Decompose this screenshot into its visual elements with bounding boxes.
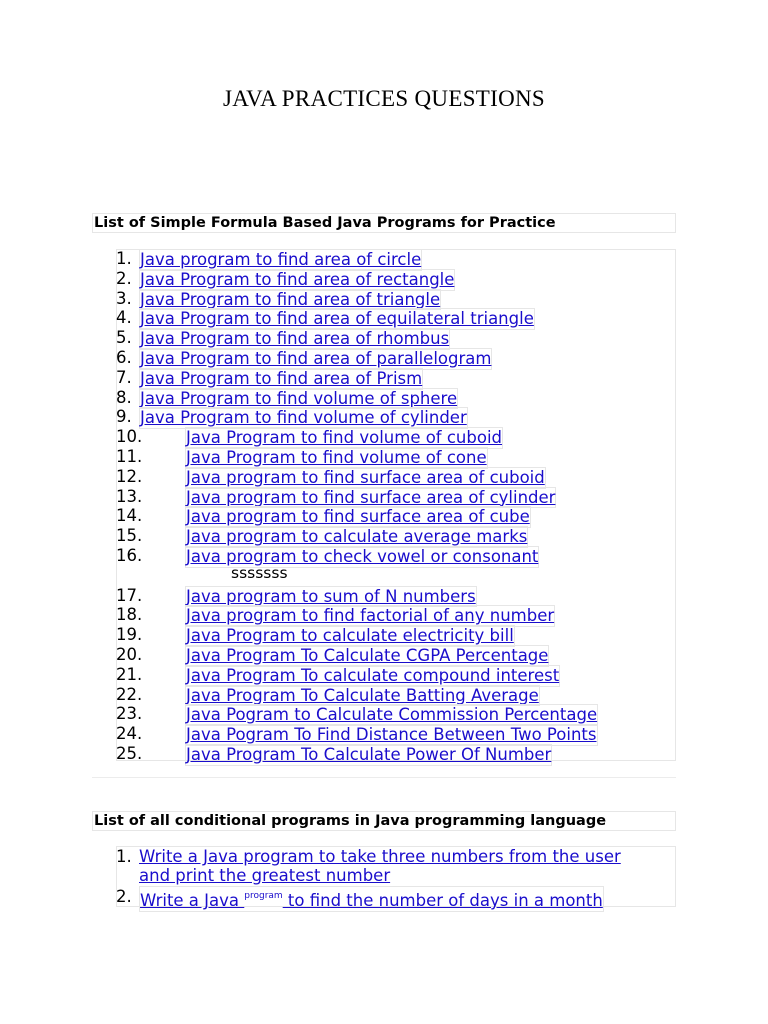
list-item-link[interactable]: Java Program To calculate compound interest xyxy=(186,665,560,685)
list-item-link[interactable]: Java Program to find volume of cone xyxy=(186,448,487,467)
list-item-link[interactable]: Write a Java program to take three numbers from the user xyxy=(139,847,621,866)
page-title: JAVA PRACTICES QUESTIONS xyxy=(222,86,546,111)
stray-text: sssssss xyxy=(231,564,288,582)
list-item-link[interactable]: Java Program To Calculate Batting Average xyxy=(186,685,539,705)
list-item-link[interactable]: Java Program to find volume of cylinder xyxy=(140,408,467,428)
list-item-number: 18. xyxy=(116,605,143,625)
section-separator xyxy=(92,777,676,778)
list-item-number: 3. xyxy=(116,288,132,308)
list-item-link[interactable]: Java program to check vowel or consonant xyxy=(186,547,539,566)
section-heading-formula-programs: List of Simple Formula Based Java Programs for Practice xyxy=(92,213,676,233)
list-item-number: 19. xyxy=(116,625,143,645)
list-item-link[interactable]: Java program to calculate average marks xyxy=(186,527,528,547)
list-item-link[interactable]: Java program to find surface area of cylinder xyxy=(186,487,556,507)
list-item-number: 16. xyxy=(116,546,143,565)
section-heading-conditional-programs: List of all conditional programs in Java programming language xyxy=(92,811,676,831)
list-item-number: 2. xyxy=(116,887,132,906)
list-item-number: 21. xyxy=(116,664,143,684)
list-item-link-text-end: to find the number of days in a month xyxy=(282,891,603,910)
list-item-link[interactable]: Java Program to find area of triangle xyxy=(140,289,441,309)
list-item-link-text-start: Write a Java xyxy=(140,891,245,910)
list-item-number: 1. xyxy=(116,847,132,866)
list-item-number: 8. xyxy=(116,387,132,407)
list-item-number: 12. xyxy=(116,466,143,486)
list-item-link-superscript: program xyxy=(244,891,283,901)
list-item-link[interactable]: Java Program to find volume of sphere xyxy=(140,388,458,408)
list-item-number: 10. xyxy=(116,427,143,447)
list-item-number: 15. xyxy=(116,526,143,546)
list-item-number: 4. xyxy=(116,308,132,328)
list-item-link[interactable]: Java Program To Calculate CGPA Percentage xyxy=(186,646,549,665)
list-item-number: 11. xyxy=(116,447,143,466)
list-item-number: 6. xyxy=(116,348,132,367)
list-item-number: 5. xyxy=(116,328,132,348)
list-item-link[interactable]: Java Program to calculate electricity bill xyxy=(186,626,514,646)
list-item-link[interactable]: Java program to find surface area of cuboid xyxy=(186,467,545,487)
list-item-number: 24. xyxy=(116,724,143,744)
list-item-number: 17. xyxy=(116,585,143,605)
list-item-number: 2. xyxy=(116,268,132,288)
list-item-number: 23. xyxy=(116,704,143,724)
list-item-link[interactable]: Java Program to find volume of cuboid xyxy=(186,428,503,448)
list-item-link[interactable]: Java Program to find area of parallelogram xyxy=(140,349,492,368)
list-item-link[interactable] xyxy=(139,886,604,912)
list-item-link[interactable]: Java Pogram To Find Distance Between Two Points xyxy=(186,725,597,745)
list-item-link[interactable]: Java Program To Calculate Power Of Number xyxy=(186,745,552,764)
list-item-link[interactable]: Java Program to find area of rectangle xyxy=(140,269,455,289)
list-item-number: 9. xyxy=(116,407,132,427)
list-item-number: 25. xyxy=(116,744,143,763)
list-item-link[interactable]: Java Pogram to Calculate Commission Percentage xyxy=(186,705,598,725)
list-item-number: 14. xyxy=(116,506,143,526)
list-item-link[interactable]: Java Program to find area of rhombus xyxy=(140,329,450,349)
list-item-number: 22. xyxy=(116,684,143,704)
list-item-link[interactable]: Java program to find area of circle xyxy=(140,250,422,269)
list-item-number: 1. xyxy=(116,249,132,268)
list-item-link-continued[interactable]: and print the greatest number xyxy=(139,866,391,885)
list-item-number: 13. xyxy=(116,486,143,506)
list-item-link[interactable]: Java Program to find area of equilateral triangle xyxy=(140,309,534,329)
list-item-link[interactable]: Java program to find surface area of cube xyxy=(186,507,530,527)
list-item-number: 20. xyxy=(116,645,143,664)
list-item-link[interactable]: Java program to find factorial of any number xyxy=(186,606,555,626)
list-item-link[interactable]: Java Program to find area of Prism xyxy=(140,368,423,388)
list-item-number: 7. xyxy=(116,367,132,387)
list-item-link[interactable]: Java program to sum of N numbers xyxy=(186,586,476,606)
